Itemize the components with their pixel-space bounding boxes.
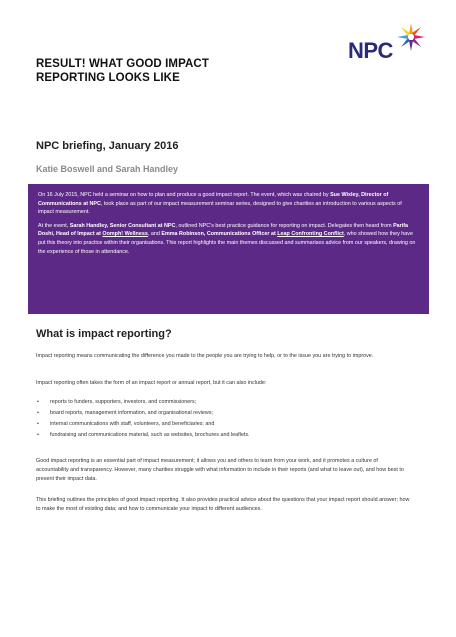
title-line-2: REPORTING LOOKS LIKE bbox=[36, 72, 180, 84]
oomph-link[interactable]: Oomph! Wellness bbox=[102, 231, 148, 238]
leap-link[interactable]: Leap Confronting Conflict bbox=[277, 231, 344, 238]
summary-box bbox=[28, 184, 429, 314]
starburst-icon bbox=[396, 22, 426, 52]
list-item: • board reports, management information, and organisational reviews; bbox=[37, 410, 214, 416]
list-item: • fundraising and communications material, such as websites, brochures and leaflets. bbox=[37, 432, 250, 438]
npc-logo bbox=[348, 22, 428, 72]
document-title bbox=[36, 57, 326, 85]
authors: Katie Boswell and Sarah Handley bbox=[36, 164, 179, 174]
list-item: • internal communications with staff, volunteers, and beneficiaries; and bbox=[37, 421, 215, 427]
logo-text: NPC bbox=[348, 38, 393, 63]
title-line-1: RESULT! WHAT GOOD IMPACT bbox=[36, 58, 209, 70]
paragraph-3: Good impact reporting is an essential part of impact measurement; it allows you and others to learn from your work, and it promotes a culture of accountability and transparency. However, many charities struggle with what information to include in their reports (and what to leave out), and how best to present their impact data. bbox=[36, 458, 404, 482]
briefing-date: NPC briefing, January 2016 bbox=[36, 140, 179, 152]
section-heading: What is impact reporting? bbox=[36, 328, 172, 340]
paragraph-2: Impact reporting often takes the form of an impact report or annual report, but it can also include: bbox=[36, 380, 267, 386]
summary-paragraph-2: At the event, Sarah Handley, Senior Consultant at NPC, outlined NPC's best practice guidance for reporting on impact. Delegates then heard from Parifa Doshi, Head of Impact at Oomph! Wellness, and Emma Robinson, Communications Officer at Leap Confronting Conflict, who showed how they have put this theory into practice within their organisations. This report highlights the main themes discussed and summarises advice from our speakers, drawing on the experience of those in attendance. bbox=[38, 222, 416, 255]
paragraph-4: This briefing outlines the principles of good impact reporting. It also provides practical advice about the questions that your impact report should answer; how to make the most of existing data; and how to communicate your impact to different audiences. bbox=[36, 497, 410, 512]
paragraph-1: Impact reporting means communicating the difference you made to the people you are trying to help, or to the issue you are trying to improve. bbox=[36, 353, 374, 359]
list-item: • reports to funders, supporters, investors, and commissioners; bbox=[37, 399, 197, 405]
bullet-list bbox=[36, 398, 416, 442]
summary-paragraph-1: On 16 July 2015, NPC held a seminar on how to plan and produce a good impact report. The event, which was chaired by Sue Wixley, Director of Communications at NPC, took place as part of our impact measurement seminar series, designed to give charities an introduction to various aspects of impact measurement. bbox=[38, 192, 402, 216]
